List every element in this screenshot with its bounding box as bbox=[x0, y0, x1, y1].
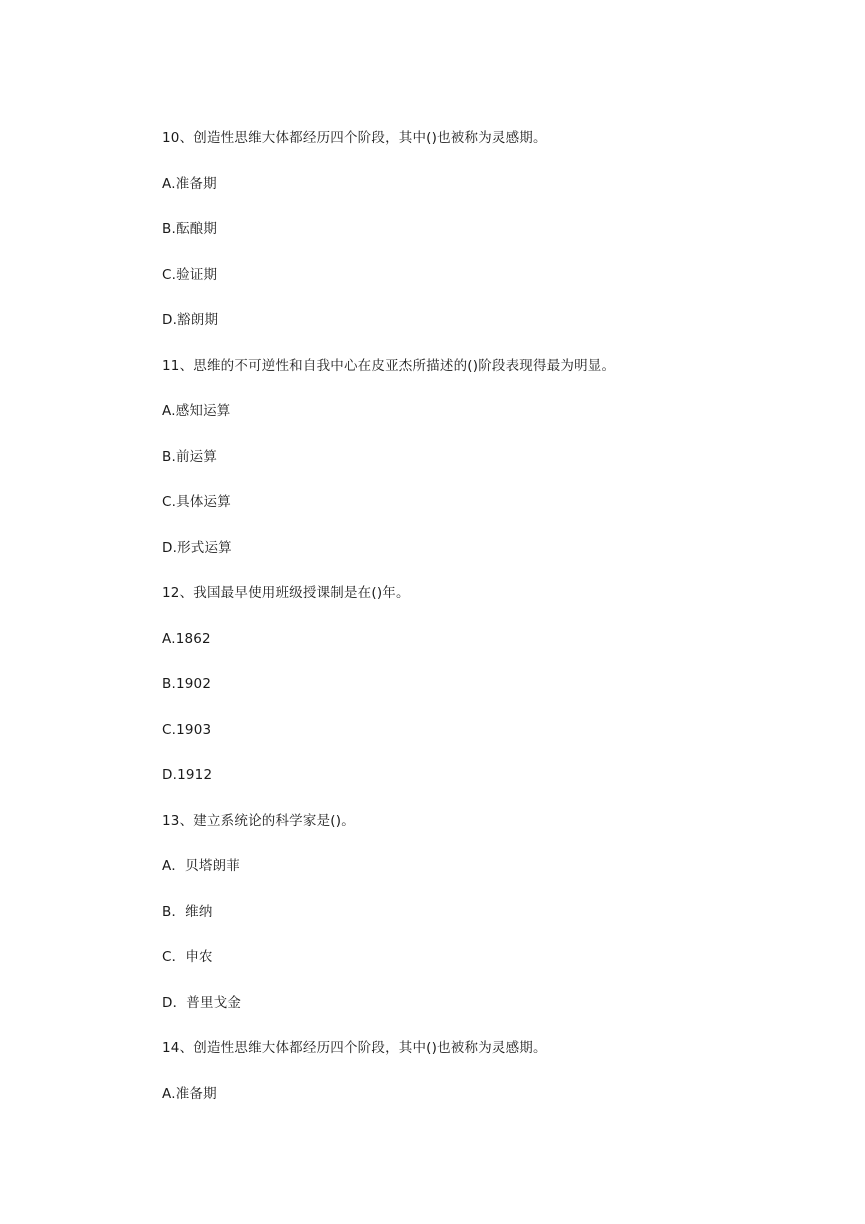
question-11-option-c: C.具体运算 bbox=[162, 494, 231, 510]
question-12-option-d: D.1912 bbox=[162, 767, 213, 783]
question-list bbox=[162, 128, 822, 1129]
question-12-option-c: C.1903 bbox=[162, 721, 212, 738]
question-10-stem: 10、创造性思维大体都经历四个阶段，其中()也被称为灵感期。 bbox=[162, 130, 547, 146]
question-12-option-b: B.1902 bbox=[162, 676, 212, 692]
question-14-stem: 14、创造性思维大体都经历四个阶段，其中()也被称为灵感期。 bbox=[162, 1040, 547, 1056]
question-11-option-a: A.感知运算 bbox=[162, 403, 231, 419]
question-10-option-c: C.验证期 bbox=[162, 266, 218, 283]
question-13-stem: 13、建立系统论的科学家是()。 bbox=[162, 812, 355, 829]
question-13-option-c: C．申农 bbox=[162, 949, 213, 965]
question-11-option-b: B.前运算 bbox=[162, 448, 218, 465]
question-13-option-b: B．维纳 bbox=[162, 903, 213, 920]
question-14-option-a: A.准备期 bbox=[162, 1085, 217, 1102]
question-11-stem: 11、思维的不可逆性和自我中心在皮亚杰所描述的()阶段表现得最为明显。 bbox=[162, 357, 616, 374]
question-12-stem: 12、我国最早使用班级授课制是在()年。 bbox=[162, 585, 410, 601]
question-10-option-d: D.豁朗期 bbox=[162, 312, 219, 328]
question-13-option-a: A．贝塔朗菲 bbox=[162, 858, 240, 874]
question-10-option-b: B.酝酿期 bbox=[162, 221, 218, 237]
question-12-option-a: A.1862 bbox=[162, 630, 211, 647]
question-10-option-a: A.准备期 bbox=[162, 175, 217, 192]
question-11-option-d: D.形式运算 bbox=[162, 539, 232, 556]
question-13-option-d: D．普里戈金 bbox=[162, 994, 242, 1011]
